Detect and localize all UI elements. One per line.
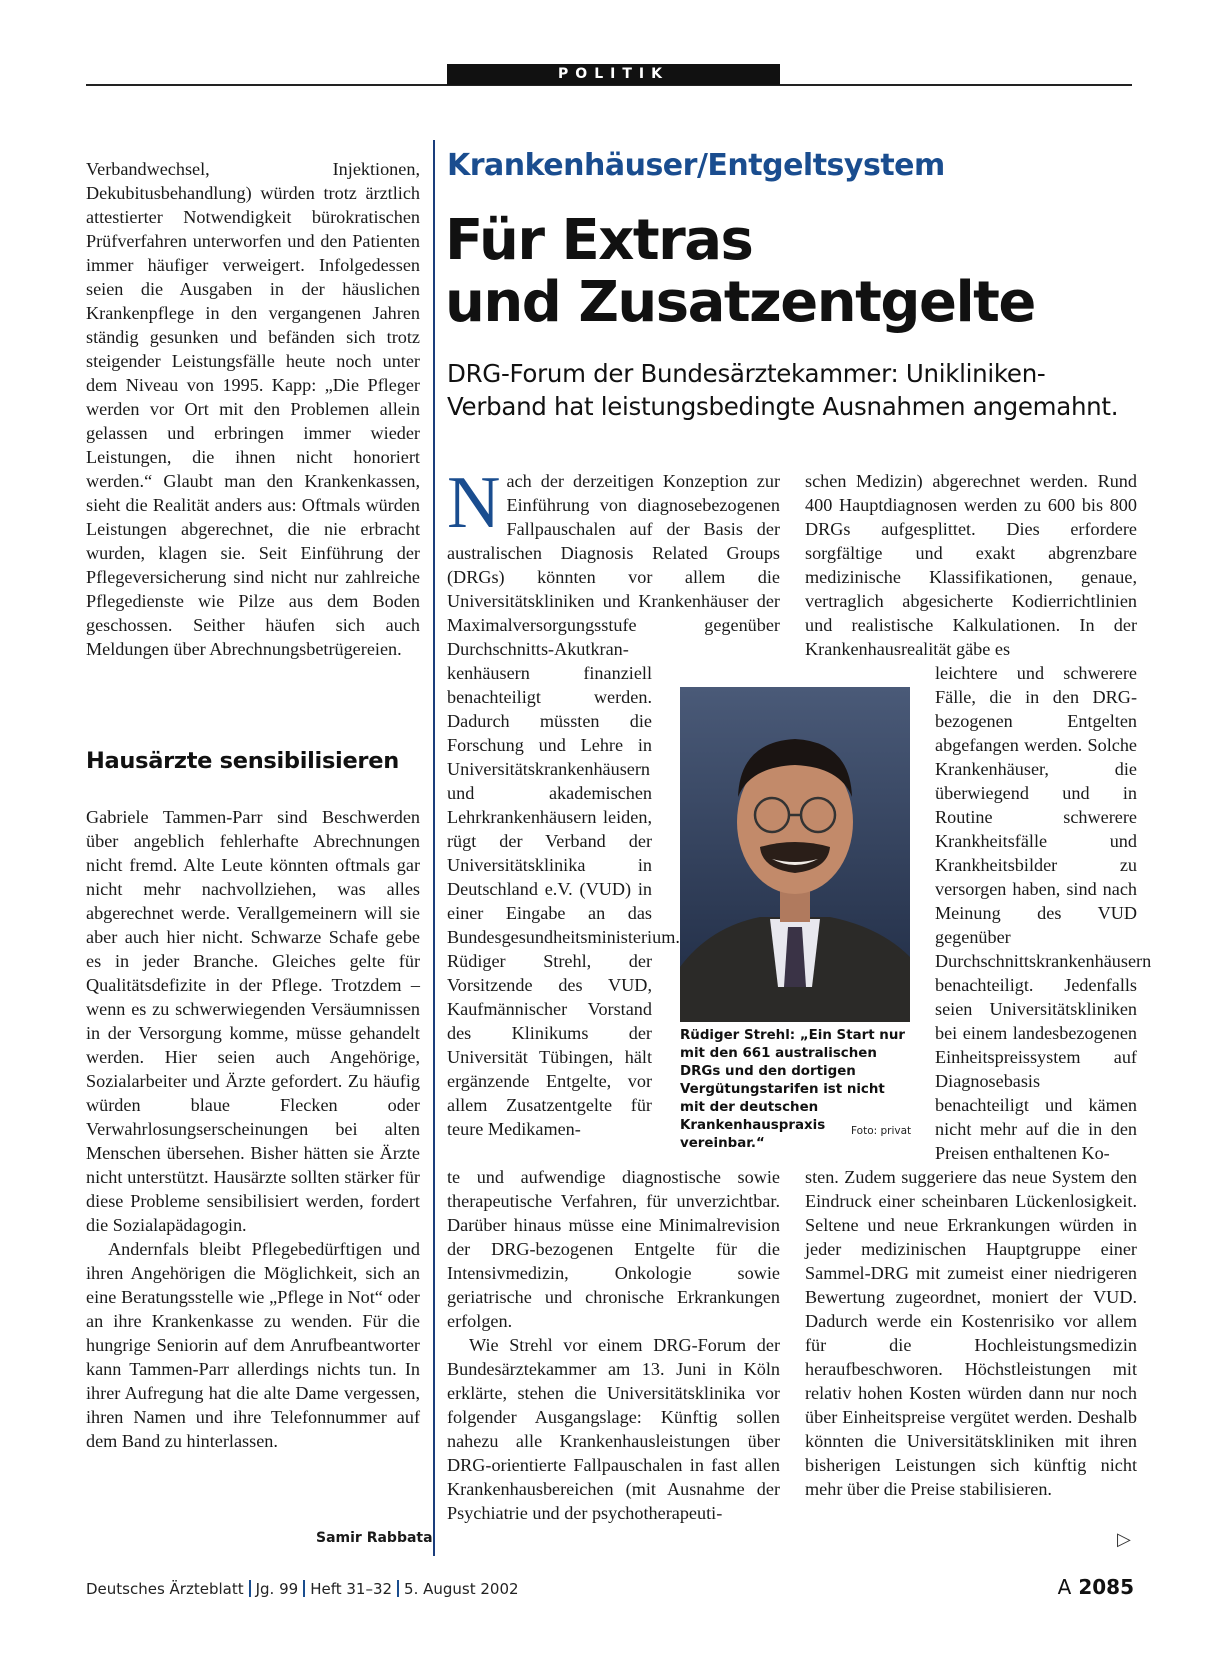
- page-value: 2085: [1078, 1575, 1134, 1599]
- left-paragraph-2: Gabriele Tammen-Parr sind Beschwerden über angeblich fehlerhafte Abrechnungen nicht fremd. Alte Leute könnten oftmals gar nicht mehr nachvollziehen, was alles abgerechnet werde. Verallgemeinern will sie aber auch hier nicht. Schwarze Schafe gebe es in jeder Branche. Gleiches gelte für Qualitätsdefizite in der Pflege. Trotzdem – wenn es zu schwerwiegenden Versäumnissen in der Versorgung komme, müsse gehandelt werden. Hier seien auch Angehörige, Sozialarbeiter und Ärzte gefordert. Zu häufig würden blaue Flecken oder Verwahrlosungserscheinungen bei alten Menschen übersehen. Bisher hätten sie Ärzte nicht unterstützt. Hausärzte sollten stärker für diese Probleme sensibilisiert werden, fordert die Sozialapädagogin.: [86, 807, 420, 1235]
- left-column-text-bottom: [86, 805, 420, 1453]
- intro-text: ach der derzeitigen Konzeption zur Einführung von diagnosebezogenen Fallpauschalen auf der Basis der australischen Diagnosis Related Groups (DRGs) könnten vor allem die Universitätskliniken und Krankenhäuser der Maximalversorgungsstufe gegenüber Durchschnitts-Akutkran-: [447, 471, 780, 659]
- article-kicker: Krankenhäuser/Entgeltsystem: [447, 148, 945, 183]
- middle-column-intro: [447, 462, 780, 661]
- journal-issue: Heft 31–32: [310, 1580, 393, 1598]
- left-column-text-top: [86, 157, 420, 661]
- photo-credit: Foto: privat: [851, 1125, 912, 1137]
- title-line-2: und Zusatzentgelte: [445, 270, 1035, 335]
- portrait-photo: [680, 687, 910, 1022]
- right-column-top: [805, 469, 1137, 661]
- footer-separator: [397, 1580, 399, 1597]
- section-label: POLITIK: [447, 64, 780, 85]
- left-paragraph-1: Verbandwechsel, Injektionen, Dekubitusbehandlung) würden trotz ärztlich attestierter Notwendigkeit bürokratischen Prüfverfahren unterworfen und den Patienten immer häufiger verweigert. Infolgedessen seien die Ausgaben in der häuslichen Krankenpflege in den vergangenen Jahren ständig gesunken und befänden sich trotz steigender Leistungsfälle heute noch unter dem Niveau von 1995. Kapp: „Die Pfleger werden vor Ort mit den Problemen allein gelassen und erbringen immer wieder Leistungen, die ihnen nicht honoriert werden.“ Glaubt man den Krankenkassen, sieht die Realität anders aus: Oftmals würden Leistungen abgerechnet, die nie erbracht wurden, klagen sie. Seit Einführung der Pflegeversicherung sind nicht nur zahlreiche Pflegedienste wie Pilze aus dem Boden geschossen. Seither häufen sich auch Meldungen über Abrechnungsbetrügereien.: [86, 159, 420, 659]
- right-narrow-text: leichtere und schwerere Fälle, die in den DRG-bezogenen Entgelten abgefangen werden. Solche Krankenhäuser, die überwiegend und in Routine schwerere Krankheitsfälle und Krankheitsbilder zu versorgen haben, sind nach Meinung des VUD gegenüber Durchschnittskrankenhäusern benachteiligt. Jedenfalls seien Universitätskliniken bei einem landesbezogenen Einheitspreissystem auf Diagnosebasis benachteiligt und kämen nicht mehr auf die in den Preisen enthaltenen Ko-: [935, 663, 1152, 1163]
- journal-volume: Jg. 99: [255, 1580, 299, 1598]
- drop-cap: N: [447, 462, 501, 544]
- column-divider: [433, 140, 435, 1556]
- middle-narrow-text: kenhäusern finanziell benachteiligt werden. Dadurch müssten die Forschung und Lehre in Universitätskrankenhäusern und akademischen Lehrkrankenhäusern leiden, rügt der Verband der Universitätsklinika in Deutschland e.V. (VUD) in einer Eingabe an das Bundesgesundheitsministerium. Rüdiger Strehl, der Vorsitzende des VUD, Kaufmännischer Vorstand des Klinikums der Universität Tübingen, hält ergänzende Entgelte, vor allem Zusatzentgelte für teure Medikamen-: [447, 663, 680, 1139]
- right-bottom-text: sten. Zudem suggeriere das neue System den Eindruck einer scheinbaren Lückenlosigkeit. Seltene und neue Erkrankungen würden in jeder medizinischen Hauptgruppe einer Sammel-DRG mit zumeist einer niedrigeren Bewertung zugeordnet, moniert der VUD. Dadurch werde ein Kostenrisiko vor allem für die Hochleistungsmedizin heraufbeschworen. Höchstleistungen mit relativ hohen Kosten würden dann nur noch über Einheitspreise vergütet werden. Deshalb könnten die Universitätskliniken mit ihren bisherigen Leistungen sich künftig nicht mehr über die Preise stabilisieren.: [805, 1167, 1137, 1499]
- footer-separator: [249, 1580, 251, 1597]
- journal-name: Deutsches Ärzteblatt: [86, 1580, 244, 1598]
- middle-paragraph-2: Wie Strehl vor einem DRG-Forum der Bundesärztekammer am 13. Juni in Köln erklärte, stehen die Universitätsklinika vor folgender Ausgangslage: Künftig sollen nahezu alle Krankenhausleistungen über DRG-orientierte Fallpauschalen in fast allen Krankenhausbereichen (mit Ausnahme der Psychiatrie und der psychotherapeuti-: [447, 1335, 780, 1523]
- photo-caption: Rüdiger Strehl: „Ein Start nur mit den 661 australischen DRGs und den dortigen Vergütungstarifen ist nicht mit der deutschen Krankenhauspraxis vereinbar.“: [680, 1028, 905, 1151]
- subheading: Hausärzte sensibilisieren: [86, 748, 399, 774]
- portrait-illustration: [680, 687, 910, 1022]
- right-column-narrow: [935, 661, 1152, 1165]
- journal-date: 5. August 2002: [404, 1580, 519, 1598]
- footer-separator: [303, 1580, 305, 1597]
- right-column-bottom: [805, 1165, 1137, 1501]
- footer-citation: [86, 1580, 519, 1598]
- article-title: [445, 210, 1035, 334]
- continue-arrow-icon: ▷: [1117, 1529, 1131, 1550]
- title-line-1: Für Extras: [445, 208, 753, 273]
- middle-bottom-text: te und aufwendige diagnostische sowie therapeutische Verfahren, für unverzichtbar. Darüber hinaus müsse eine Minimalrevision der DRG-bezogenen Entgelte für die Intensivmedizin, Onkologie sowie geriatrische und chronische Erkrankungen erfolgen.: [447, 1167, 780, 1331]
- page-number: [1058, 1575, 1134, 1599]
- left-paragraph-3: Andernfals bleibt Pflegebedürftigen und ihren Angehörigen die Möglichkeit, sich an eine Beratungsstelle wie „Pflege in Not“ oder an ihre Krankenkasse zu wenden. Für die hungrige Seniorin auf dem Anrufbeantworter kann Tammen-Parr allerdings nichts tun. In ihrer Aufregung hat die alte Dame vergessen, ihren Namen und ihre Telefonnummer auf dem Band zu hinterlassen.: [86, 1239, 420, 1451]
- article-deck: DRG-Forum der Bundesärztekammer: Unikliniken-Verband hat leistungsbedingte Ausnahmen angemahnt.: [447, 359, 1119, 421]
- right-top-text: schen Medizin) abgerechnet werden. Rund 400 Hauptdiagnosen werden zu 600 bis 800 DRGs aufgesplittet. Dies erfordere sorgfältige und exakt abgrenzbare medizinische Klassifikationen, genaue, vertraglich abgesicherte Kodierrichtlinien und realistische Kalkulationen. In der Krankenhausrealität gäbe es: [805, 471, 1137, 659]
- page-prefix: A: [1057, 1575, 1072, 1599]
- author-name: Samir Rabbata: [316, 1530, 433, 1546]
- middle-column-narrow: [447, 661, 680, 1141]
- middle-column-bottom: [447, 1165, 780, 1525]
